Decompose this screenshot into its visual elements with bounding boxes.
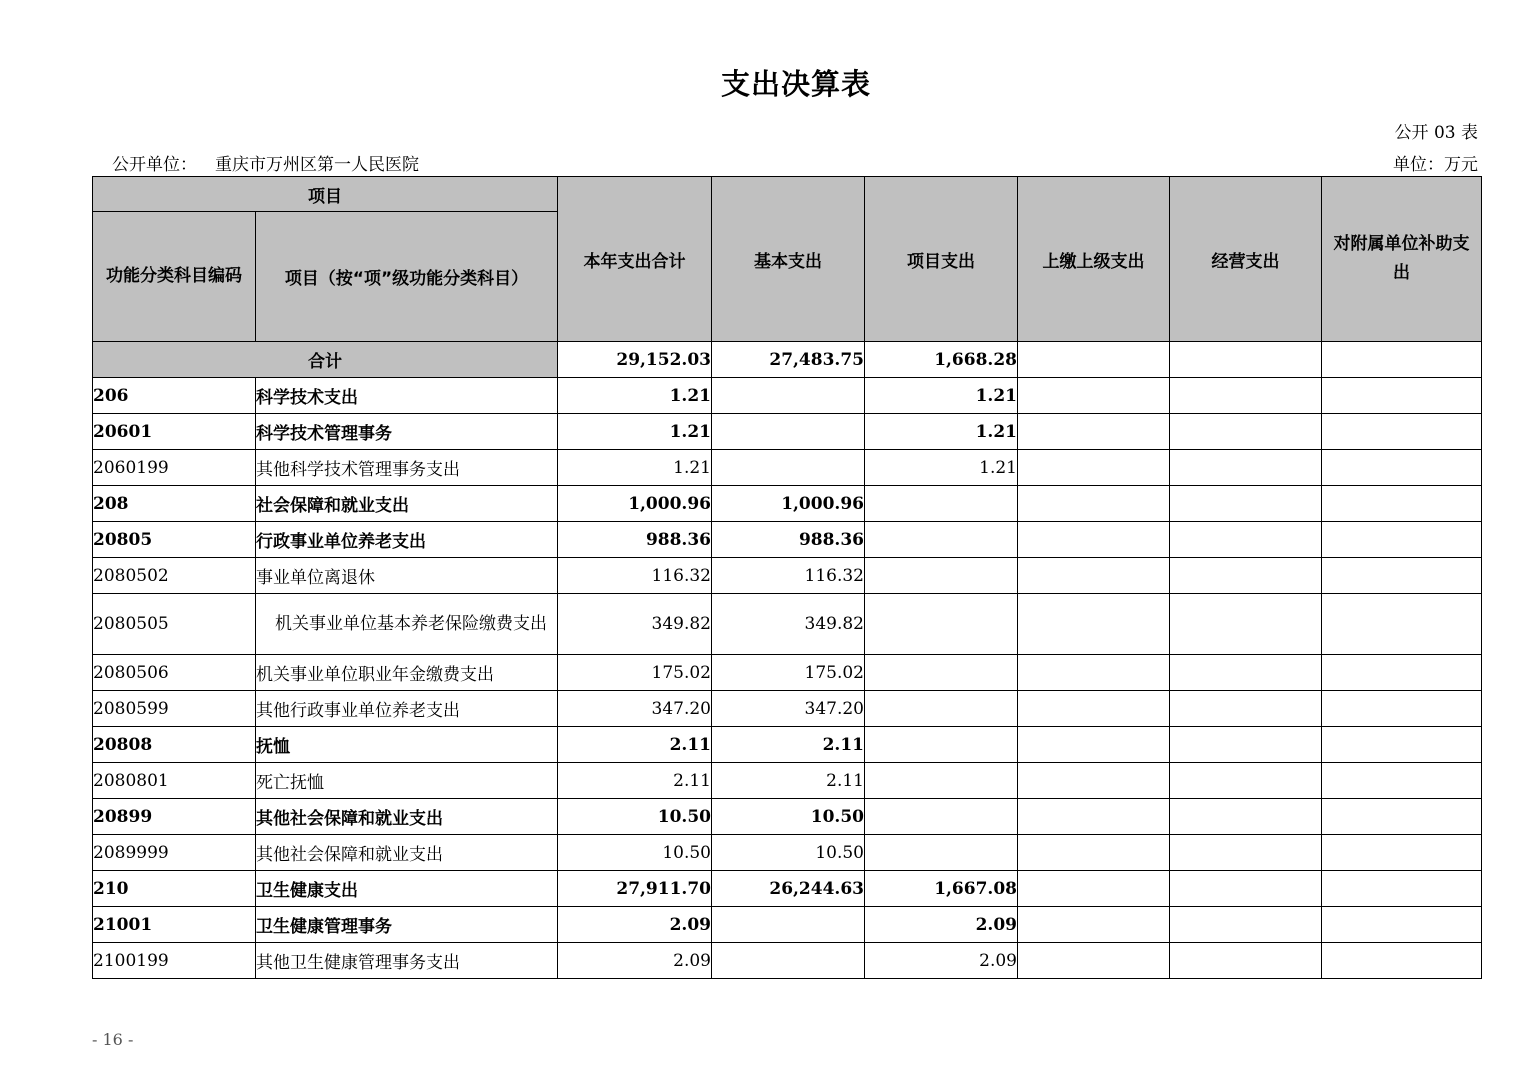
row-upper — [1018, 655, 1170, 691]
row-upper — [1018, 691, 1170, 727]
row-business — [1170, 450, 1322, 486]
row-basic: 1,000.96 — [712, 486, 865, 522]
reporting-unit-label: 公开单位： — [112, 155, 197, 175]
table-row — [93, 594, 1482, 655]
table-row — [93, 727, 1482, 763]
row-project — [865, 835, 1018, 871]
table-row — [93, 691, 1482, 727]
row-business — [1170, 655, 1322, 691]
row-project — [865, 522, 1018, 558]
row-name: 其他社会保障和就业支出 — [256, 835, 558, 871]
row-total: 10.50 — [558, 799, 712, 835]
row-project — [865, 727, 1018, 763]
total-basic: 27,483.75 — [712, 342, 865, 378]
header-upper: 上缴上级支出 — [1018, 177, 1170, 342]
row-business — [1170, 691, 1322, 727]
row-project — [865, 691, 1018, 727]
total-project: 1,668.28 — [865, 342, 1018, 378]
row-business — [1170, 414, 1322, 450]
row-basic: 10.50 — [712, 799, 865, 835]
table-row — [93, 486, 1482, 522]
total-total: 29,152.03 — [558, 342, 712, 378]
row-basic: 2.11 — [712, 727, 865, 763]
row-total: 1.21 — [558, 450, 712, 486]
header-total: 本年支出合计 — [558, 177, 712, 342]
row-upper — [1018, 450, 1170, 486]
row-subsidy — [1322, 378, 1482, 414]
row-name: 死亡抚恤 — [256, 763, 558, 799]
table-row — [93, 558, 1482, 594]
row-project: 1.21 — [865, 450, 1018, 486]
row-subsidy — [1322, 486, 1482, 522]
row-code: 2080801 — [93, 763, 256, 799]
row-upper — [1018, 414, 1170, 450]
total-label: 合计 — [93, 342, 558, 378]
table-row — [93, 943, 1482, 979]
row-code: 2080599 — [93, 691, 256, 727]
row-upper — [1018, 378, 1170, 414]
row-total: 27,911.70 — [558, 871, 712, 907]
table-row — [93, 378, 1482, 414]
row-name: 卫生健康管理事务 — [256, 907, 558, 943]
row-code: 20601 — [93, 414, 256, 450]
row-basic: 116.32 — [712, 558, 865, 594]
row-subsidy — [1322, 594, 1482, 655]
row-basic — [712, 907, 865, 943]
row-name: 行政事业单位养老支出 — [256, 522, 558, 558]
row-name: 抚恤 — [256, 727, 558, 763]
row-name: 卫生健康支出 — [256, 871, 558, 907]
row-business — [1170, 943, 1322, 979]
row-upper — [1018, 727, 1170, 763]
row-basic: 2.11 — [712, 763, 865, 799]
table-row — [93, 835, 1482, 871]
row-subsidy — [1322, 522, 1482, 558]
table-number: 公开 03 表 — [1394, 123, 1478, 143]
row-subsidy — [1322, 907, 1482, 943]
total-row — [93, 342, 1482, 378]
header-project: 项目支出 — [865, 177, 1018, 342]
row-basic — [712, 378, 865, 414]
row-total: 1,000.96 — [558, 486, 712, 522]
row-code: 20805 — [93, 522, 256, 558]
row-name: 社会保障和就业支出 — [256, 486, 558, 522]
row-name: 其他行政事业单位养老支出 — [256, 691, 558, 727]
row-upper — [1018, 594, 1170, 655]
row-subsidy — [1322, 450, 1482, 486]
row-basic — [712, 450, 865, 486]
row-business — [1170, 871, 1322, 907]
row-total: 10.50 — [558, 835, 712, 871]
row-project — [865, 799, 1018, 835]
row-total: 2.11 — [558, 763, 712, 799]
row-business — [1170, 907, 1322, 943]
header-project-group: 项目 — [93, 177, 558, 212]
row-subsidy — [1322, 727, 1482, 763]
row-project — [865, 558, 1018, 594]
row-project — [865, 594, 1018, 655]
row-subsidy — [1322, 835, 1482, 871]
row-name: 机关事业单位基本养老保险缴费支出 — [256, 594, 558, 655]
table-row — [93, 763, 1482, 799]
row-basic: 175.02 — [712, 655, 865, 691]
header-name: 项目（按“项”级功能分类科目） — [256, 212, 558, 342]
row-code: 2080502 — [93, 558, 256, 594]
row-total: 1.21 — [558, 414, 712, 450]
row-business — [1170, 835, 1322, 871]
table-row — [93, 522, 1482, 558]
row-subsidy — [1322, 943, 1482, 979]
row-basic — [712, 414, 865, 450]
row-project: 2.09 — [865, 907, 1018, 943]
row-project: 2.09 — [865, 943, 1018, 979]
row-business — [1170, 558, 1322, 594]
header-subsidy: 对附属单位补助支出 — [1322, 177, 1482, 342]
row-basic: 349.82 — [712, 594, 865, 655]
row-code: 208 — [93, 486, 256, 522]
header-business: 经营支出 — [1170, 177, 1322, 342]
row-total: 116.32 — [558, 558, 712, 594]
row-business — [1170, 486, 1322, 522]
row-total: 349.82 — [558, 594, 712, 655]
row-subsidy — [1322, 691, 1482, 727]
row-name: 其他社会保障和就业支出 — [256, 799, 558, 835]
row-project: 1.21 — [865, 378, 1018, 414]
row-total: 347.20 — [558, 691, 712, 727]
row-code: 206 — [93, 378, 256, 414]
row-business — [1170, 522, 1322, 558]
total-upper — [1018, 342, 1170, 378]
row-name: 其他卫生健康管理事务支出 — [256, 943, 558, 979]
row-upper — [1018, 799, 1170, 835]
row-upper — [1018, 943, 1170, 979]
row-upper — [1018, 522, 1170, 558]
row-name: 科学技术管理事务 — [256, 414, 558, 450]
row-business — [1170, 594, 1322, 655]
header-basic: 基本支出 — [712, 177, 865, 342]
row-upper — [1018, 871, 1170, 907]
row-subsidy — [1322, 414, 1482, 450]
row-business — [1170, 727, 1322, 763]
table-row — [93, 799, 1482, 835]
row-subsidy — [1322, 763, 1482, 799]
row-business — [1170, 378, 1322, 414]
table-row — [93, 871, 1482, 907]
row-subsidy — [1322, 871, 1482, 907]
header-code: 功能分类科目编码 — [93, 212, 256, 342]
row-upper — [1018, 907, 1170, 943]
total-business — [1170, 342, 1322, 378]
row-code: 2060199 — [93, 450, 256, 486]
row-name: 其他科学技术管理事务支出 — [256, 450, 558, 486]
row-project — [865, 763, 1018, 799]
row-name: 事业单位离退休 — [256, 558, 558, 594]
table-row — [93, 450, 1482, 486]
page-title: 支出决算表 — [720, 67, 871, 101]
row-total: 2.09 — [558, 907, 712, 943]
row-subsidy — [1322, 558, 1482, 594]
row-basic: 347.20 — [712, 691, 865, 727]
currency-unit: 单位：万元 — [1393, 155, 1478, 175]
row-code: 210 — [93, 871, 256, 907]
row-upper — [1018, 486, 1170, 522]
row-basic: 988.36 — [712, 522, 865, 558]
row-name: 机关事业单位职业年金缴费支出 — [256, 655, 558, 691]
row-upper — [1018, 558, 1170, 594]
row-basic: 26,244.63 — [712, 871, 865, 907]
row-total: 1.21 — [558, 378, 712, 414]
reporting-unit-name: 重庆市万州区第一人民医院 — [215, 155, 419, 175]
expenditure-table — [92, 176, 1482, 979]
table-row — [93, 907, 1482, 943]
row-total: 2.09 — [558, 943, 712, 979]
row-upper — [1018, 835, 1170, 871]
row-code: 21001 — [93, 907, 256, 943]
table-row — [93, 655, 1482, 691]
row-business — [1170, 763, 1322, 799]
total-subsidy — [1322, 342, 1482, 378]
row-code: 2100199 — [93, 943, 256, 979]
row-total: 175.02 — [558, 655, 712, 691]
reporting-unit — [112, 150, 419, 175]
row-business — [1170, 799, 1322, 835]
row-basic — [712, 943, 865, 979]
row-total: 988.36 — [558, 522, 712, 558]
row-total: 2.11 — [558, 727, 712, 763]
page-number: - 16 - — [92, 1030, 134, 1049]
row-subsidy — [1322, 655, 1482, 691]
row-project: 1.21 — [865, 414, 1018, 450]
row-upper — [1018, 763, 1170, 799]
row-project: 1,667.08 — [865, 871, 1018, 907]
row-basic: 10.50 — [712, 835, 865, 871]
row-name: 科学技术支出 — [256, 378, 558, 414]
row-code: 2089999 — [93, 835, 256, 871]
row-code: 2080506 — [93, 655, 256, 691]
table-row — [93, 414, 1482, 450]
row-project — [865, 655, 1018, 691]
row-project — [865, 486, 1018, 522]
row-code: 20899 — [93, 799, 256, 835]
row-code: 20808 — [93, 727, 256, 763]
row-subsidy — [1322, 799, 1482, 835]
row-code: 2080505 — [93, 594, 256, 655]
